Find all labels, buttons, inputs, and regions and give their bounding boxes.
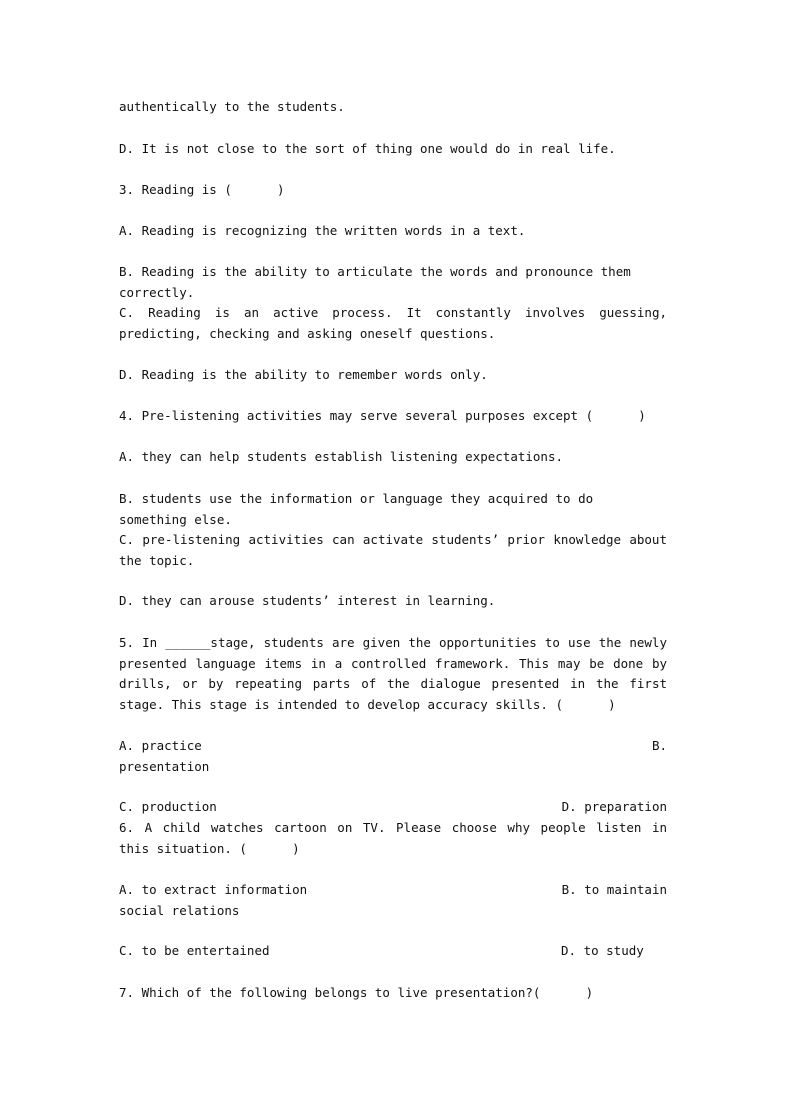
option-b: B. to maintain [561, 882, 667, 897]
option-d: D. they can arouse students’ interest in learning. [119, 593, 496, 608]
question-3: 3. Reading is ( ) [119, 182, 285, 197]
option-c: C. pre-listening activities can activate students’ prior knowledge about the topic. [119, 532, 667, 568]
option-b: B. [651, 738, 667, 753]
options-row-cd [119, 941, 667, 962]
question-6: 6. A child watches cartoon on TV. Please choose why people listen in this situation. ( ) [119, 820, 667, 856]
options-row-ab [119, 736, 667, 777]
text-line: authentically to the students. [119, 99, 345, 114]
option-c: C. production [119, 799, 217, 814]
option-d: D. It is not close to the sort of thing one would do in real life. [119, 141, 616, 156]
option-a: A. practice [119, 738, 202, 753]
option-d: D. preparation [561, 799, 667, 814]
option-a: A. to extract information [119, 882, 308, 897]
option-b: B. Reading is the ability to articulate the words and pronounce them correctly. [119, 264, 631, 300]
question-7: 7. Which of the following belongs to live presentation?( ) [119, 985, 594, 1000]
option-b: B. students use the information or language they acquired to do something else. [119, 491, 594, 527]
option-a: A. they can help students establish listening expectations. [119, 449, 564, 464]
question-4: 4. Pre-listening activities may serve several purposes except ( ) [119, 408, 646, 423]
options-row-cd [119, 797, 667, 818]
option-d: D. to study [561, 943, 644, 958]
option-a: A. Reading is recognizing the written words in a text. [119, 223, 526, 238]
option-b-continued: presentation [119, 758, 210, 774]
options-row-ab [119, 880, 667, 921]
question-5: 5. In ______stage, students are given the opportunities to use the newly presented language items in a controlled framework. This may be done by drills, or by repeating parts of the dialogue presented in the first stage. This stage is intended to develop accuracy skills. ( ) [119, 635, 667, 712]
option-d: D. Reading is the ability to remember words only. [119, 367, 488, 382]
option-b-continued: social relations [119, 902, 240, 918]
option-c: C. to be entertained [119, 943, 270, 958]
option-c: C. Reading is an active process. It constantly involves guessing, predicting, checking and asking oneself questions. [119, 305, 667, 341]
